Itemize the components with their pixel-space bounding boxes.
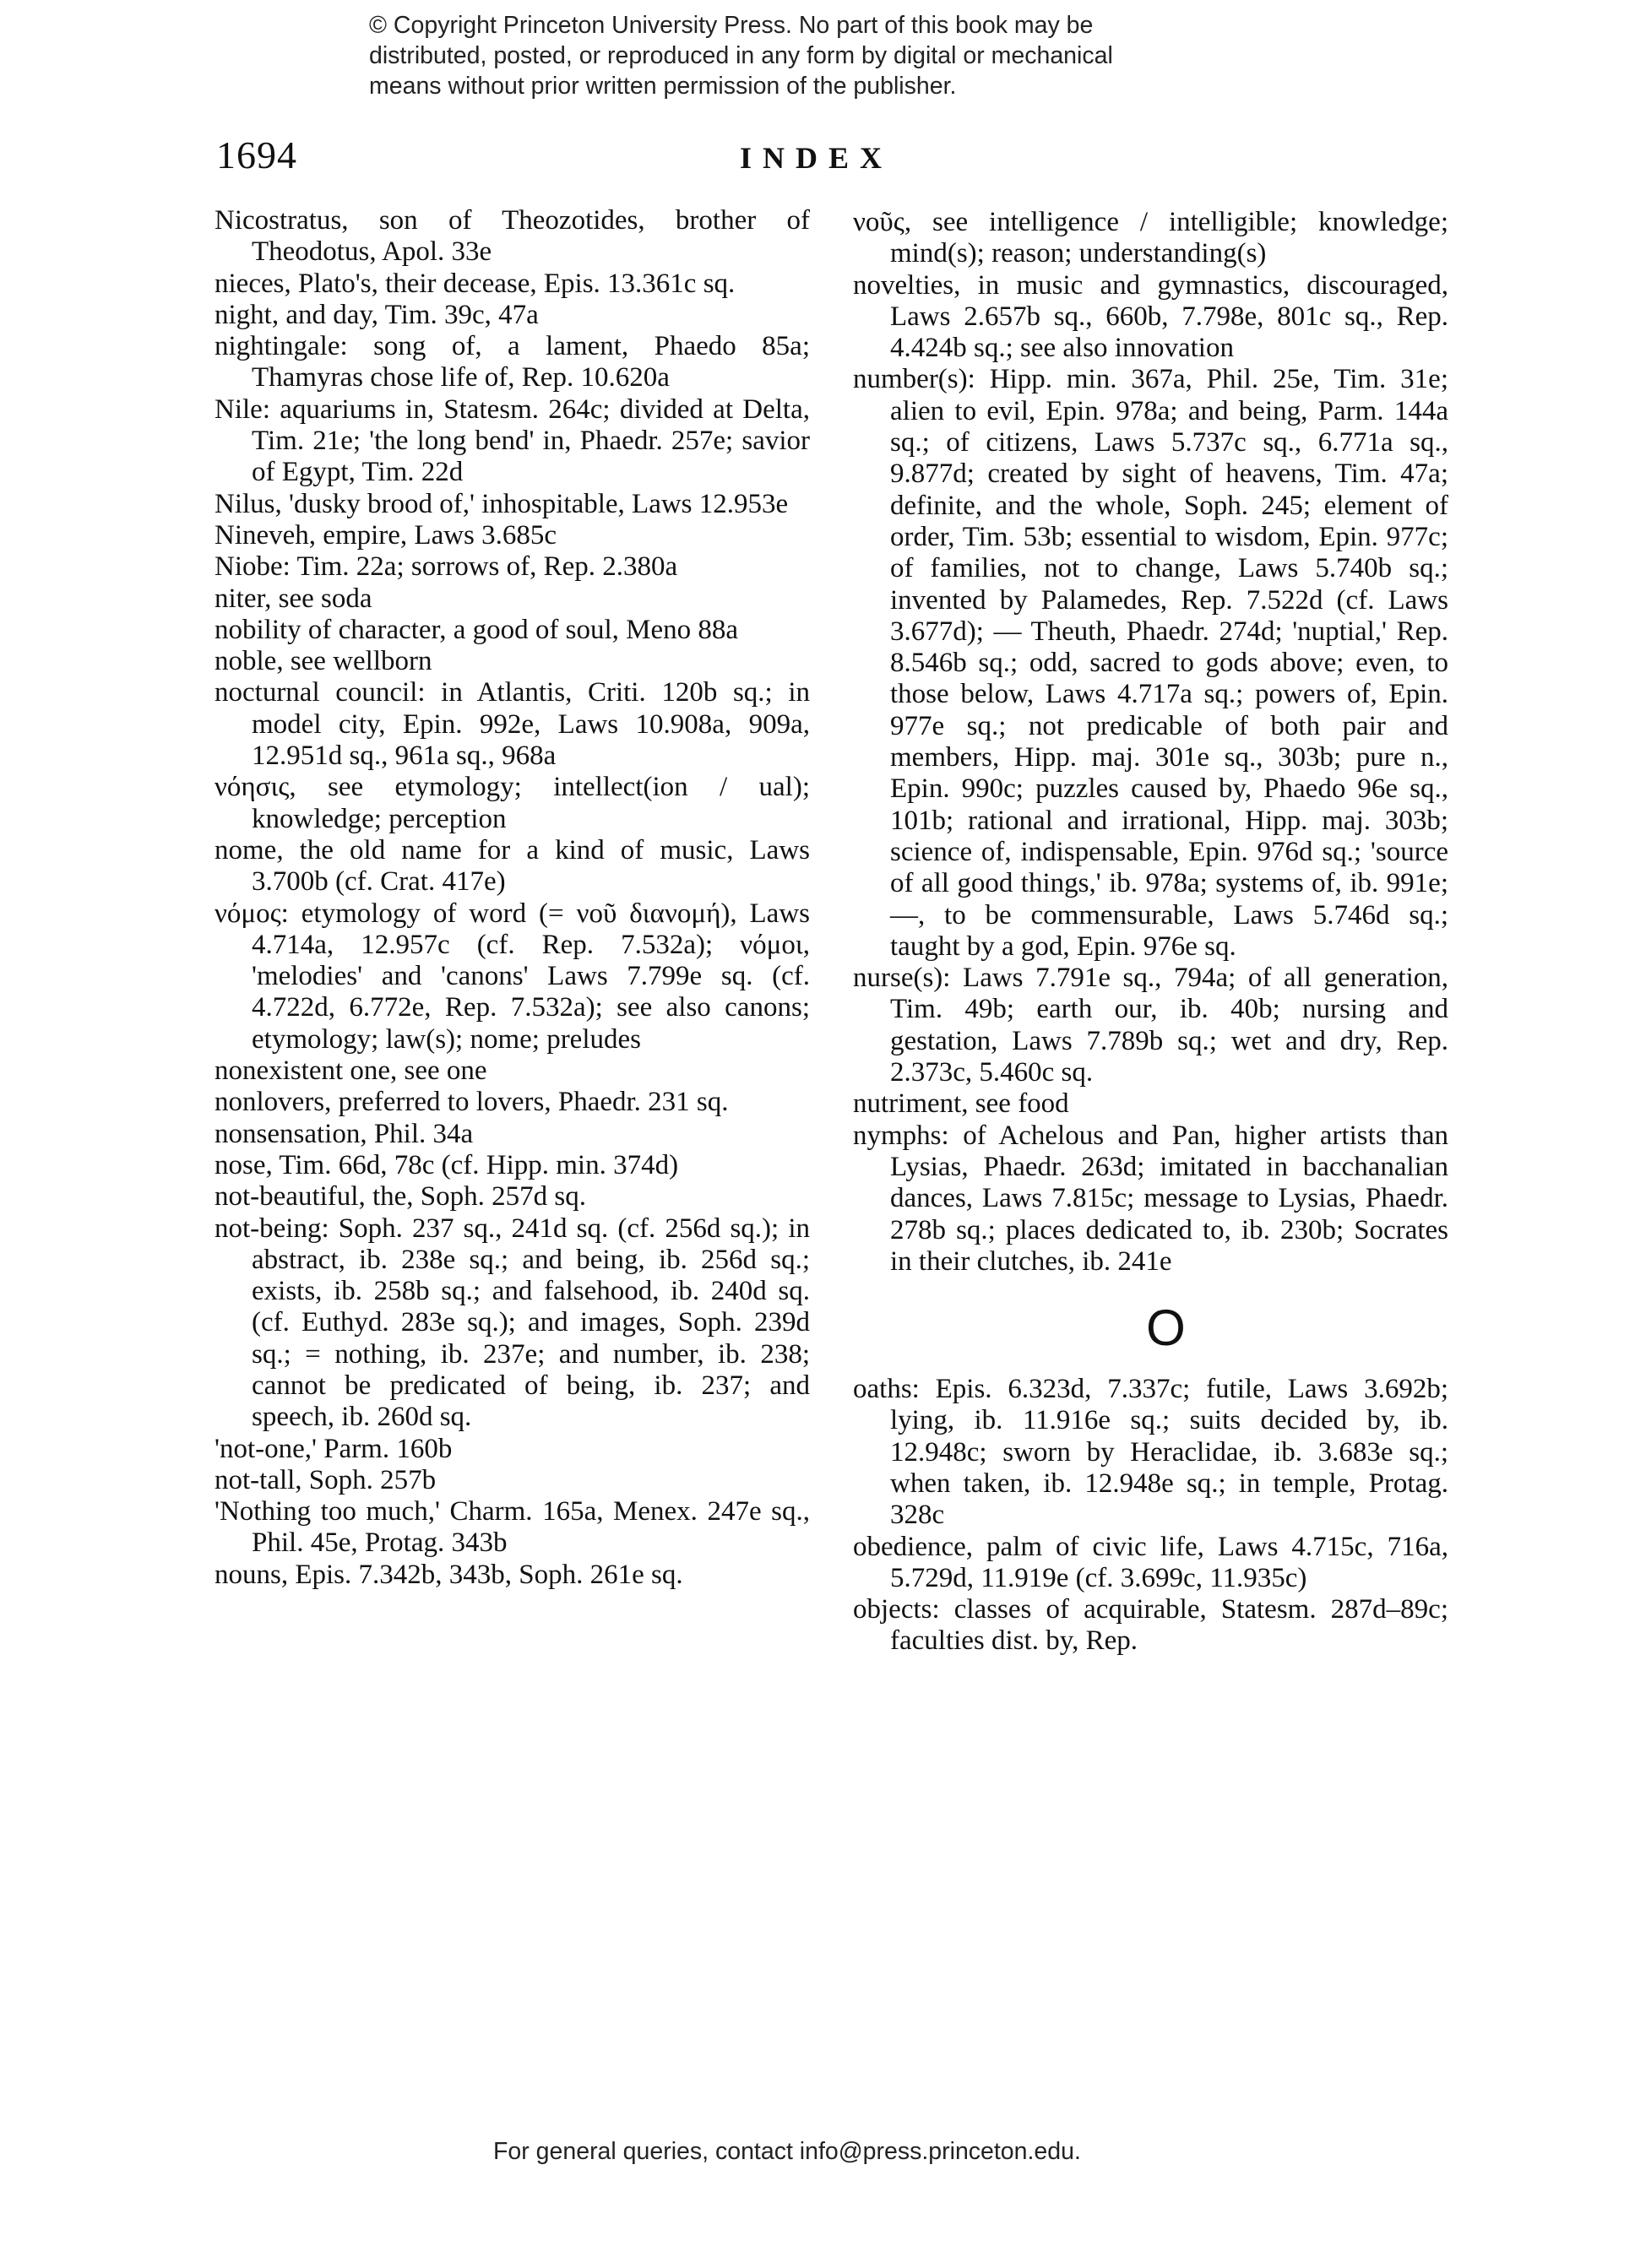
index-entry: nonexistent one, see one: [215, 1055, 487, 1087]
copyright-line: means without prior written permission of the publisher.: [369, 73, 957, 100]
index-entry: night, and day, Tim. 39c, 47a: [215, 299, 539, 330]
index-entry: nome, the old name for a kind of music, Laws 3.700b (cf. Crat. 417e): [215, 834, 810, 898]
index-entry: nonlovers, preferred to lovers, Phaedr. 231 sq.: [215, 1087, 729, 1118]
index-entry: novelties, in music and gymnastics, discouraged, Laws 2.657b sq., 660b, 7.798e, 801c sq., Rep. 4.424b sq.; see also innovation: [853, 269, 1448, 364]
index-entry: Nineveh, empire, Laws 3.685c: [215, 519, 557, 551]
index-entry: nouns, Epis. 7.342b, 343b, Soph. 261e sq.: [215, 1559, 683, 1590]
index-entry: obedience, palm of civic life, Laws 4.715c, 716a, 5.729d, 11.919e (cf. 3.699c, 11.935c): [853, 1531, 1448, 1593]
index-entry: Nicostratus, son of Theozotides, brother of Theodotus, Apol. 33e: [215, 205, 810, 268]
footer-contact: For general queries, contact info@press.princeton.edu.: [493, 2138, 1081, 2165]
copyright-line: © Copyright Princeton University Press. No part of this book may be: [369, 12, 1094, 39]
copyright-notice: [369, 10, 1214, 101]
index-entry: number(s): Hipp. min. 367a, Phil. 25e, Tim. 31e; alien to evil, Epin. 978a; and being, Parm. 144a sq.; of citizens, Laws 5.737c sq., 6.771a sq., 9.877d; created by sight of heavens, Tim. 47a; definite, and the whole, Soph. 245; element of order, Tim. 53b; essential to wisdom, Epin. 977c; of families, not to change, Laws 5.740b sq.; invented by Palamedes, Rep. 7.522d (cf. Laws 3.677d); — Theuth, Phaedr. 274d; 'nuptial,' Rep. 8.546b sq.; odd, sacred to gods above; even, to those below, Laws 4.717a sq.; powers of, Epin. 977e sq.; not predicable of both pair and members, Hipp. maj. 301e sq., 303b; pure n., Epin. 990c; puzzles caused by, Phaedo 96e sq., 101b; rational and irrational, Hipp. maj. 303b; science of, indispensable, Epin. 976d sq.; 'source of all good things,' ib. 978a; systems of, ib. 991e; —, to be commensurable, Laws 5.746d sq.; taught by a god, Epin. 976e sq.: [853, 364, 1448, 962]
index-entry: nobility of character, a good of soul, Meno 88a: [215, 614, 739, 645]
index-entry: not-tall, Soph. 257b: [215, 1464, 437, 1495]
index-entry: nutriment, see food: [853, 1088, 1069, 1120]
index-entry: nieces, Plato's, their decease, Epis. 13.361c sq.: [215, 268, 736, 299]
index-entry: not-beautiful, the, Soph. 257d sq.: [215, 1181, 586, 1213]
section-letter-heading: O: [1146, 1299, 1186, 1357]
index-entry: nonsensation, Phil. 34a: [215, 1118, 474, 1149]
index-column-right: [853, 207, 1448, 1658]
index-column-left: [215, 205, 810, 1591]
index-entry: νόμος: etymology of word (= νοῦ διανομή), Laws 4.714a, 12.957c (cf. Rep. 7.532a); νόμοι, 'melodies' and 'canons' Laws 7.799e sq. (cf. 4.722d, 6.772e, Rep. 7.532a); see also canons; etymology; law(s); nome; preludes: [215, 898, 810, 1055]
index-entry: nurse(s): Laws 7.791e sq., 794a; of all generation, Tim. 49b; earth our, ib. 40b; nursing and gestation, Laws 7.789b sq.; wet and dry, Rep. 2.373c, 5.460c sq.: [853, 963, 1448, 1088]
index-entry: νόησις, see etymology; intellect(ion / ual); knowledge; perception: [215, 772, 810, 834]
index-entry: Nile: aquariums in, Statesm. 264c; divided at Delta, Tim. 21e; 'the long bend' in, Phaedr. 257e; savior of Egypt, Tim. 22d: [215, 393, 810, 488]
index-entry: 'not-one,' Parm. 160b: [215, 1433, 453, 1464]
page-number: 1694: [216, 133, 297, 176]
index-entry: objects: classes of acquirable, Statesm. 287d–89c; faculties dist. by, Rep.: [853, 1594, 1448, 1657]
index-entry: Nilus, 'dusky brood of,' inhospitable, Laws 12.953e: [215, 488, 789, 519]
index-entry: not-being: Soph. 237 sq., 241d sq. (cf. 256d sq.); in abstract, ib. 238e sq.; and being, ib. 256d sq.; exists, ib. 258b sq.; and falsehood, ib. 240d sq. (cf. Euthyd. 283e sq.); and images, Soph. 239d sq.; = nothing, ib. 237e; and number, ib. 238; cannot be predicated of being, ib. 237; and speech, ib. 260d sq.: [215, 1213, 810, 1433]
index-entry: νοῦς, see intelligence / intelligible; knowledge; mind(s); reason; understanding(s): [853, 207, 1448, 269]
index-entry: noble, see wellborn: [215, 646, 432, 677]
running-head: INDEX: [740, 141, 894, 175]
index-entry: nocturnal council: in Atlantis, Criti. 120b sq.; in model city, Epin. 992e, Laws 10.908a, 909a, 12.951d sq., 961a sq., 968a: [215, 677, 810, 772]
index-entry: oaths: Epis. 6.323d, 7.337c; futile, Laws 3.692b; lying, ib. 11.916e sq.; suits decided by, ib. 12.948c; sworn by Heraclidae, ib. 3.683e sq.; when taken, ib. 12.948e sq.; in temple, Protag. 328c: [853, 1374, 1448, 1531]
index-entry: nymphs: of Achelous and Pan, higher artists than Lysias, Phaedr. 263d; imitated in bacchanalian dances, Laws 7.815c; message to Lysias, Phaedr. 278b sq.; places dedicated to, ib. 230b; Socrates in their clutches, ib. 241e: [853, 1120, 1448, 1277]
copyright-line: distributed, posted, or reproduced in any form by digital or mechanical: [369, 42, 1113, 69]
index-entry: 'Nothing too much,' Charm. 165a, Menex. 247e sq., Phil. 45e, Protag. 343b: [215, 1496, 810, 1559]
index-entry: Niobe: Tim. 22a; sorrows of, Rep. 2.380a: [215, 551, 678, 583]
index-entry: nightingale: song of, a lament, Phaedo 85a; Thamyras chose life of, Rep. 10.620a: [215, 331, 810, 393]
index-entry: nose, Tim. 66d, 78c (cf. Hipp. min. 374d): [215, 1149, 679, 1180]
index-entry: niter, see soda: [215, 583, 372, 614]
